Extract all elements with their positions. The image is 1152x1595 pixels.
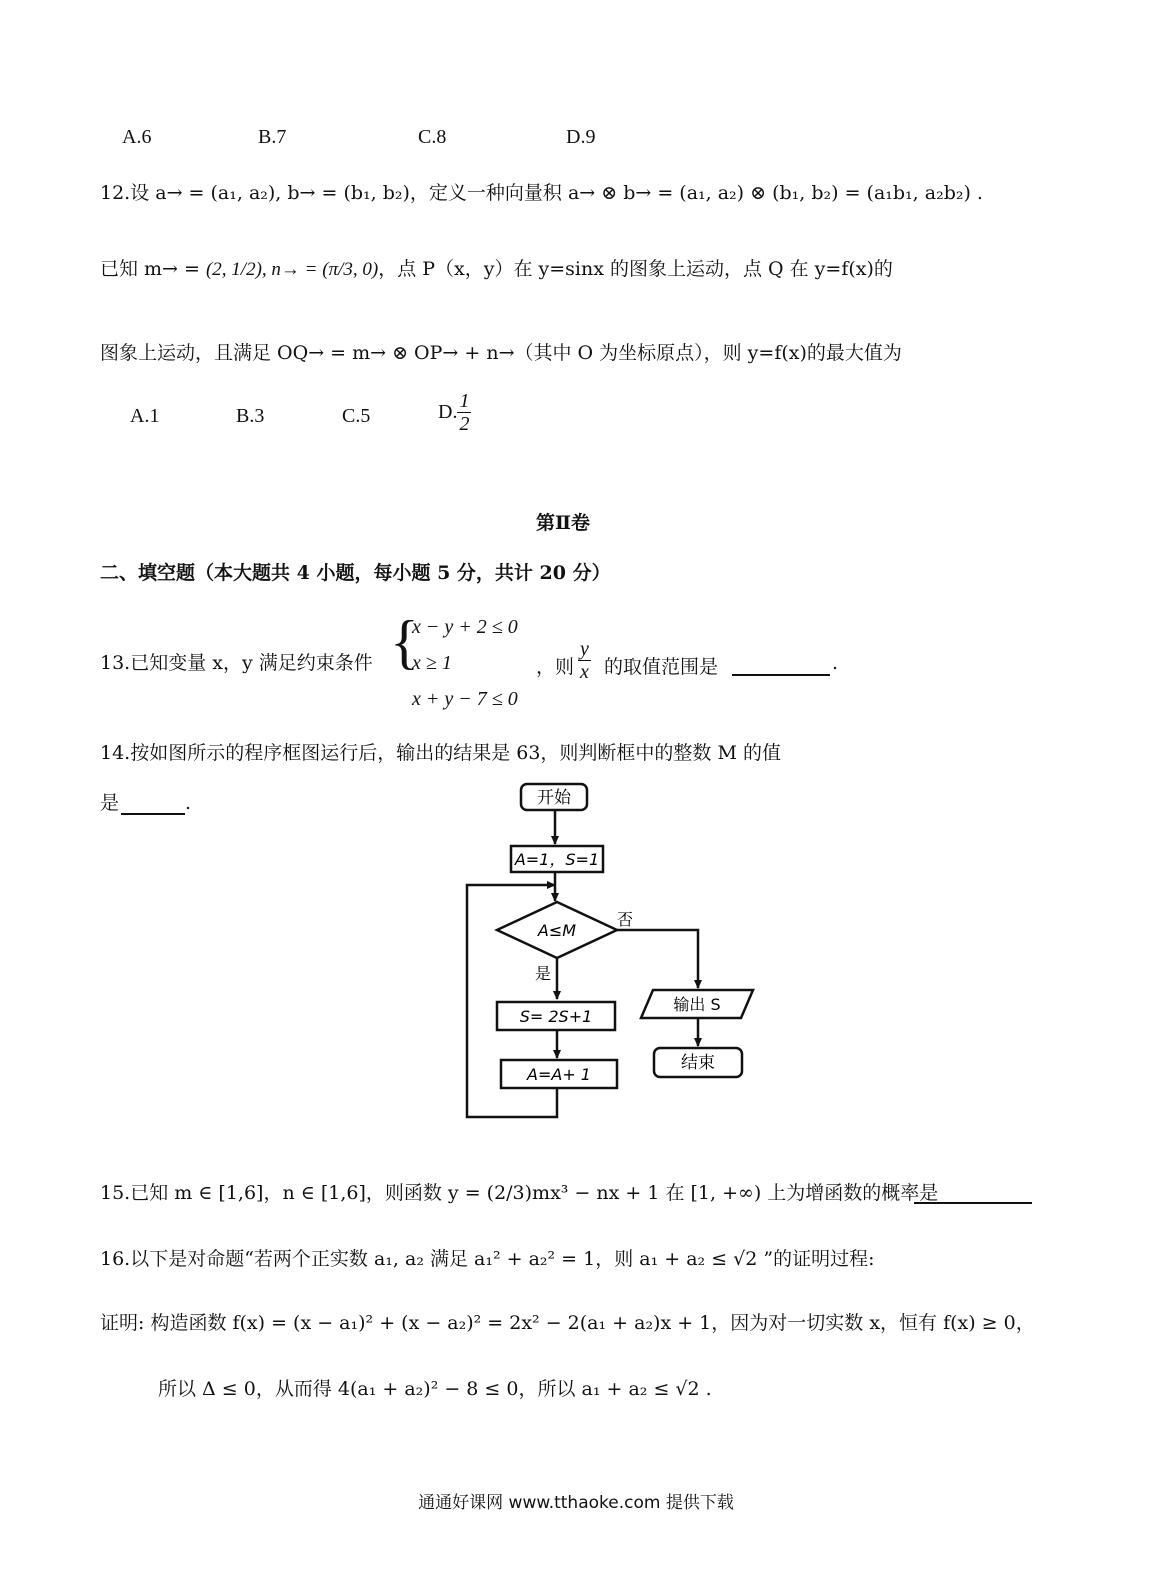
q12-option-b: B.3 <box>236 405 265 427</box>
q14-line2 <box>100 792 191 815</box>
fraction-denominator: x <box>580 661 589 683</box>
q11-option-c: C.8 <box>418 126 447 148</box>
q12-option-d-label: D. <box>438 401 458 423</box>
flow-no-label: 否 <box>617 910 634 929</box>
q11-option-d: D.9 <box>566 126 596 148</box>
q14-end: . <box>185 792 192 814</box>
q11-option-b: B.7 <box>258 126 287 148</box>
q13-prefix: 13.已知变量 x，y 满足约束条件 <box>100 652 373 674</box>
q12-line2-suffix: ，点 P（x，y）在 y=sinx 的图象上运动，点 Q 在 y=f(x)的 <box>378 258 893 280</box>
flow-step1-label: S= 2S+1 <box>519 1007 593 1026</box>
q11-option-a: A.6 <box>122 126 152 148</box>
fraction-denominator: 2 <box>459 413 470 435</box>
section-heading: 二、填空题（本大题共 4 小题，每小题 5 分，共计 20 分） <box>100 562 611 584</box>
q13-end: . <box>832 652 839 674</box>
q12-option-d-fraction <box>457 390 471 435</box>
q15-text: 15.已知 m ∈ [1,6]，n ∈ [1,6]，则函数 y = (2/3)mx³ − nx + 1 在 [1, +∞) 上为增函数的概率是 <box>100 1182 939 1204</box>
q15-answer-blank[interactable] <box>914 1182 1032 1204</box>
q12-line3: 图象上运动，且满足 OQ→ = m→ ⊗ OP→ + n→（其中 O 为坐标原点），则 y=f(x)的最大值为 <box>100 342 902 364</box>
q13-answer-blank[interactable] <box>732 654 830 676</box>
flow-decision-label: A≤M <box>537 921 577 940</box>
q14-answer-blank[interactable] <box>121 795 185 815</box>
q16-line1: 16.以下是对命题“若两个正实数 a₁, a₂ 满足 a₁² + a₂² = 1，则 a₁ + a₂ ≤ √2 ”的证明过程: <box>100 1248 875 1270</box>
q12-vector-m: (2, 1/2) <box>205 259 262 280</box>
flow-yes-label: 是 <box>535 964 552 983</box>
q13-constraint-1: x − y + 2 ≤ 0 <box>412 616 518 638</box>
flow-step2-label: A=A+ 1 <box>527 1065 591 1084</box>
fraction-numerator: 1 <box>459 390 470 412</box>
constraint-brace: { <box>390 609 419 675</box>
q12-vector-n: , n→ = (π/3, 0) <box>261 259 379 280</box>
q13-constraint-3: x + y − 7 ≤ 0 <box>412 688 518 710</box>
q13-middle: ，则 <box>536 656 575 678</box>
q13-fraction <box>578 638 591 683</box>
q12-option-d <box>438 390 471 435</box>
q16-line3: 所以 Δ ≤ 0，从而得 4(a₁ + a₂)² − 8 ≤ 0，所以 a₁ + a₂ ≤ √2 . <box>158 1378 712 1400</box>
flow-start-label: 开始 <box>537 788 571 808</box>
q12-line2 <box>100 258 893 282</box>
flow-end-label: 结束 <box>681 1053 715 1073</box>
section-title: 第Ⅱ卷 <box>536 512 591 534</box>
flowchart <box>455 775 765 1125</box>
fraction-numerator: y <box>580 638 589 660</box>
flow-output-label: 输出 S <box>673 995 721 1014</box>
q16-line2: 证明: 构造函数 f(x) = (x − a₁)² + (x − a₂)² = 2x² − 2(a₁ + a₂)x + 1，因为对一切实数 x，恒有 f(x) ≥ 0， <box>100 1312 1035 1334</box>
q12-line1: 12.设 a→ = (a₁, a₂), b→ = (b₁, b₂)，定义一种向量积 a→ ⊗ b→ = (a₁, a₂) ⊗ (b₁, b₂) = (a₁b₁, a₂b₂) . <box>100 182 983 204</box>
q13-suffix: 的取值范围是 <box>604 656 719 678</box>
q14-line2-text: 是 <box>100 792 120 814</box>
q13-constraint-2: x ≥ 1 <box>412 652 452 674</box>
q15-line <box>100 1182 938 1205</box>
q12-option-a: A.1 <box>130 405 160 427</box>
q14-line1: 14.按如图所示的程序框图运行后，输出的结果是 63，则判断框中的整数 M 的值 <box>100 742 781 764</box>
page-footer: 通通好课网 www.tthaoke.com 提供下载 <box>418 1493 734 1513</box>
flow-no-branch <box>617 930 698 988</box>
q12-line2-prefix: 已知 m→ = <box>100 258 206 280</box>
flow-init-label: A=1，S=1 <box>514 850 600 869</box>
q12-option-c: C.5 <box>342 405 371 427</box>
